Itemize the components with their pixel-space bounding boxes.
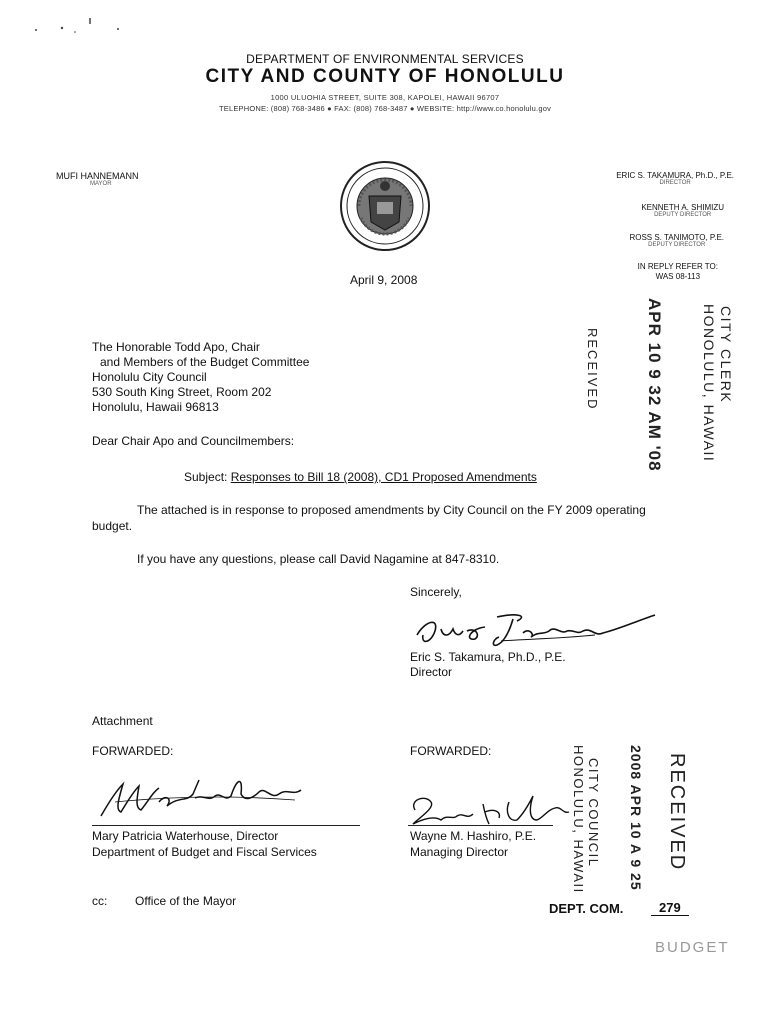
letterhead-address: 1000 ULUOHIA STREET, SUITE 308, KAPOLEI, HAWAII 96707 <box>270 93 500 102</box>
cc-value: Office of the Mayor <box>135 894 237 908</box>
body-paragraph: If you have any questions, please call David Nagamine at 847-8310. <box>137 552 500 566</box>
addressee-line: and Members of the Budget Committee <box>100 355 310 369</box>
addressee-line: Honolulu City Council <box>92 370 207 384</box>
signer-name: Eric S. Takamura, Ph.D., P.E. <box>410 650 566 664</box>
cc-label: cc: <box>92 894 108 908</box>
received-stamp-bottom-office: CITY COUNCIL <box>586 758 601 868</box>
salutation: Dear Chair Apo and Councilmembers: <box>92 434 295 448</box>
addressee-line: 530 South King Street, Room 202 <box>92 385 272 399</box>
signature-hashiro <box>405 790 575 830</box>
official-title: DEPUTY DIRECTOR <box>654 212 712 218</box>
forwarded-label-left: FORWARDED: <box>92 744 174 758</box>
received-stamp-top-location: HONOLULU, HAWAII <box>701 304 717 463</box>
forwarded-right-name: Wayne M. Hashiro, P.E. <box>410 829 537 843</box>
received-stamp-bottom-location: HONOLULU, HAWAII <box>571 745 586 894</box>
dept-com-number: 279 <box>651 900 689 916</box>
official-name: ROSS S. TANIMOTO, P.E. <box>629 233 724 242</box>
department-name: DEPARTMENT OF ENVIRONMENTAL SERVICES <box>246 52 524 66</box>
subject-line <box>184 470 537 484</box>
mayor-name: MUFI HANNEMANN <box>56 171 139 181</box>
received-stamp-top: RECEIVED <box>585 328 600 411</box>
scan-specks <box>0 0 140 40</box>
received-stamp-top-office: CITY CLERK <box>718 306 734 404</box>
signer-title: Director <box>410 665 453 679</box>
city-name: CITY AND COUNTY OF HONOLULU <box>205 66 565 87</box>
reply-reference <box>638 262 718 282</box>
signature-takamura <box>405 605 660 653</box>
received-stamp-bottom: RECEIVED <box>666 753 688 872</box>
body-paragraph: The attached is in response to proposed amendments by City Council on the FY 2009 operating budget. <box>92 503 646 533</box>
signature-line-right <box>408 825 553 826</box>
budget-stamp: BUDGET <box>655 939 730 956</box>
official-name: KENNETH A. SHIMIZU <box>641 203 724 212</box>
addressee-line: The Honorable Todd Apo, Chair <box>92 340 260 354</box>
addressee-block <box>92 340 309 415</box>
mayor-title: MAYOR <box>90 181 112 187</box>
attachment-label: Attachment <box>92 714 153 728</box>
subject-label: Subject: <box>184 470 228 484</box>
letter-date: April 9, 2008 <box>350 273 418 287</box>
reply-ref: WAS 08-113 <box>655 272 701 281</box>
forwarded-label-right: FORWARDED: <box>410 744 492 758</box>
addressee-line: Honolulu, Hawaii 96813 <box>92 400 219 414</box>
official-name: ERIC S. TAKAMURA, Ph.D., P.E. <box>616 171 734 180</box>
official-title: DEPUTY DIRECTOR <box>648 242 706 248</box>
dept-com-label: DEPT. COM. <box>549 901 624 916</box>
forwarded-left-dept: Department of Budget and Fiscal Services <box>92 845 317 859</box>
official-title: DIRECTOR <box>659 180 691 186</box>
reply-label: IN REPLY REFER TO: <box>637 262 718 271</box>
signature-waterhouse <box>95 772 305 822</box>
received-stamp-top-datetime: APR 10 9 32 AM '08 <box>645 298 664 472</box>
closing: Sincerely, <box>410 585 462 599</box>
subject-text: Responses to Bill 18 (2008), CD1 Proposed Amendments <box>230 470 537 484</box>
signature-line-left <box>92 825 360 826</box>
forwarded-right-title: Managing Director <box>410 845 509 859</box>
letterhead-contact: TELEPHONE: (808) 768-3486 ● FAX: (808) 768-3487 ● WEBSITE: http://www.co.honolulu.gov <box>218 104 552 113</box>
received-stamp-bottom-datetime: 2008 APR 10 A 9 25 <box>628 745 644 891</box>
forwarded-left-name: Mary Patricia Waterhouse, Director <box>92 829 279 843</box>
city-seal-icon <box>339 152 431 260</box>
